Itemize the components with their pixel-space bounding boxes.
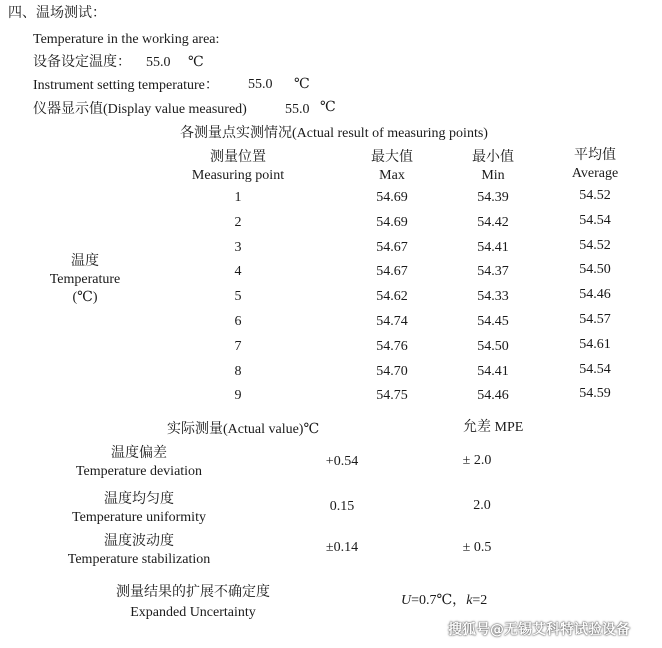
label-en: Temperature stabilization [67,552,211,568]
cell-min: 54.37 [477,264,509,280]
cell-max: 54.70 [376,363,408,379]
cell-point: 4 [234,264,242,280]
cell-average: 54.61 [579,336,611,352]
row-label-cn: 温度 [70,254,99,269]
section-title: 四、温场测试： [8,6,106,21]
cell-min: 54.42 [477,214,509,230]
cell-max: 54.62 [376,289,408,305]
cell-point: 9 [234,388,242,404]
cell-min: 54.41 [477,363,509,379]
cell-point: 3 [234,239,242,255]
uniformity-label [72,492,206,526]
cell-max: 54.69 [376,214,408,230]
header-cn: 最小值 [472,150,514,165]
deviation-mpe: ± 2.0 [462,453,492,468]
instrument-temp-label: Instrument setting temperature： [33,78,219,93]
temperature-row-label [50,254,121,306]
cell-max: 54.76 [376,338,408,354]
cell-point: 7 [234,338,242,354]
uncertainty-label [116,585,270,621]
header-en: Min [481,168,505,184]
cell-min: 54.33 [477,289,509,305]
watermark: 搜狐号@无锡艾科特试验设备 [448,622,630,638]
stabilization-actual: ±0.14 [325,540,359,555]
cell-average: 54.52 [579,188,611,203]
k-value: =2 [472,593,488,608]
u-value: =0.7℃， [411,593,467,608]
instrument-temp-unit: ℃ [294,77,310,92]
cell-point: 5 [234,289,242,305]
cell-average: 54.50 [579,262,611,278]
cell-average: 54.54 [579,361,611,377]
header-en: Measuring point [191,168,285,184]
display-temp-unit: ℃ [320,100,336,115]
label-en: Temperature deviation [75,464,203,480]
cell-max: 54.67 [376,264,408,280]
cell-max: 54.74 [376,314,408,329]
cell-average: 54.54 [579,212,611,228]
display-temp-value: 55.0 [285,102,310,117]
cell-average: 54.59 [579,386,611,402]
display-temp-label: 仪器显示值(Display value measured) [33,102,247,117]
u-symbol: U [401,593,412,608]
label-cn: 温度偏差 [110,446,167,461]
deviation-label [76,446,202,480]
table-caption: 各测量点实测情况(Actual result of measuring points) [180,126,488,141]
mpe-header: 允差 MPE [463,420,524,435]
set-temp-value: 55.0 [146,55,171,70]
header-en: Average [571,166,619,182]
cell-min: 54.50 [477,338,509,354]
row-label-unit: (℃) [72,290,98,306]
header-en: Max [379,168,405,184]
header-cn: 平均值 [574,148,616,163]
cell-min: 54.39 [477,190,509,205]
instrument-temp-value: 55.0 [248,77,273,92]
actual-value-header: 实际测量(Actual value)℃ [167,422,320,437]
cell-point: 2 [234,214,242,230]
working-area-label: Temperature in the working area: [33,32,220,47]
cell-max: 54.67 [376,239,408,255]
label-cn: 测量结果的扩展不确定度 [116,585,270,600]
header-cn: 测量位置 [210,150,266,165]
header-min [472,150,514,184]
uncertainty-value [401,593,487,609]
cell-point: 1 [234,190,242,205]
cell-average: 54.52 [579,237,611,253]
row-label-en: Temperature [49,272,121,288]
set-temp-label: 设备设定温度： [33,55,131,70]
stabilization-mpe: ± 0.5 [462,540,492,555]
cell-point: 6 [234,314,242,329]
cell-average: 54.46 [579,287,611,303]
header-measuring-point [192,150,284,184]
label-en: Temperature uniformity [72,510,206,526]
label-cn: 温度均匀度 [103,492,174,507]
stabilization-label [68,534,210,568]
cell-min: 54.45 [477,314,509,329]
set-temp-unit: ℃ [188,55,204,70]
label-cn: 温度波动度 [104,534,174,549]
uniformity-actual: 0.15 [329,499,355,514]
deviation-actual: +0.54 [325,454,359,469]
label-en: Expanded Uncertainty [130,605,256,621]
header-average [572,148,618,182]
uniformity-mpe: 2.0 [473,498,491,513]
header-max [371,150,413,184]
cell-max: 54.75 [376,388,408,404]
cell-min: 54.46 [477,388,509,404]
header-cn: 最大值 [371,150,413,165]
cell-min: 54.41 [477,239,509,255]
cell-max: 54.69 [376,190,408,205]
k-symbol: k [466,593,473,608]
cell-average: 54.57 [579,312,611,327]
cell-point: 8 [234,363,242,379]
